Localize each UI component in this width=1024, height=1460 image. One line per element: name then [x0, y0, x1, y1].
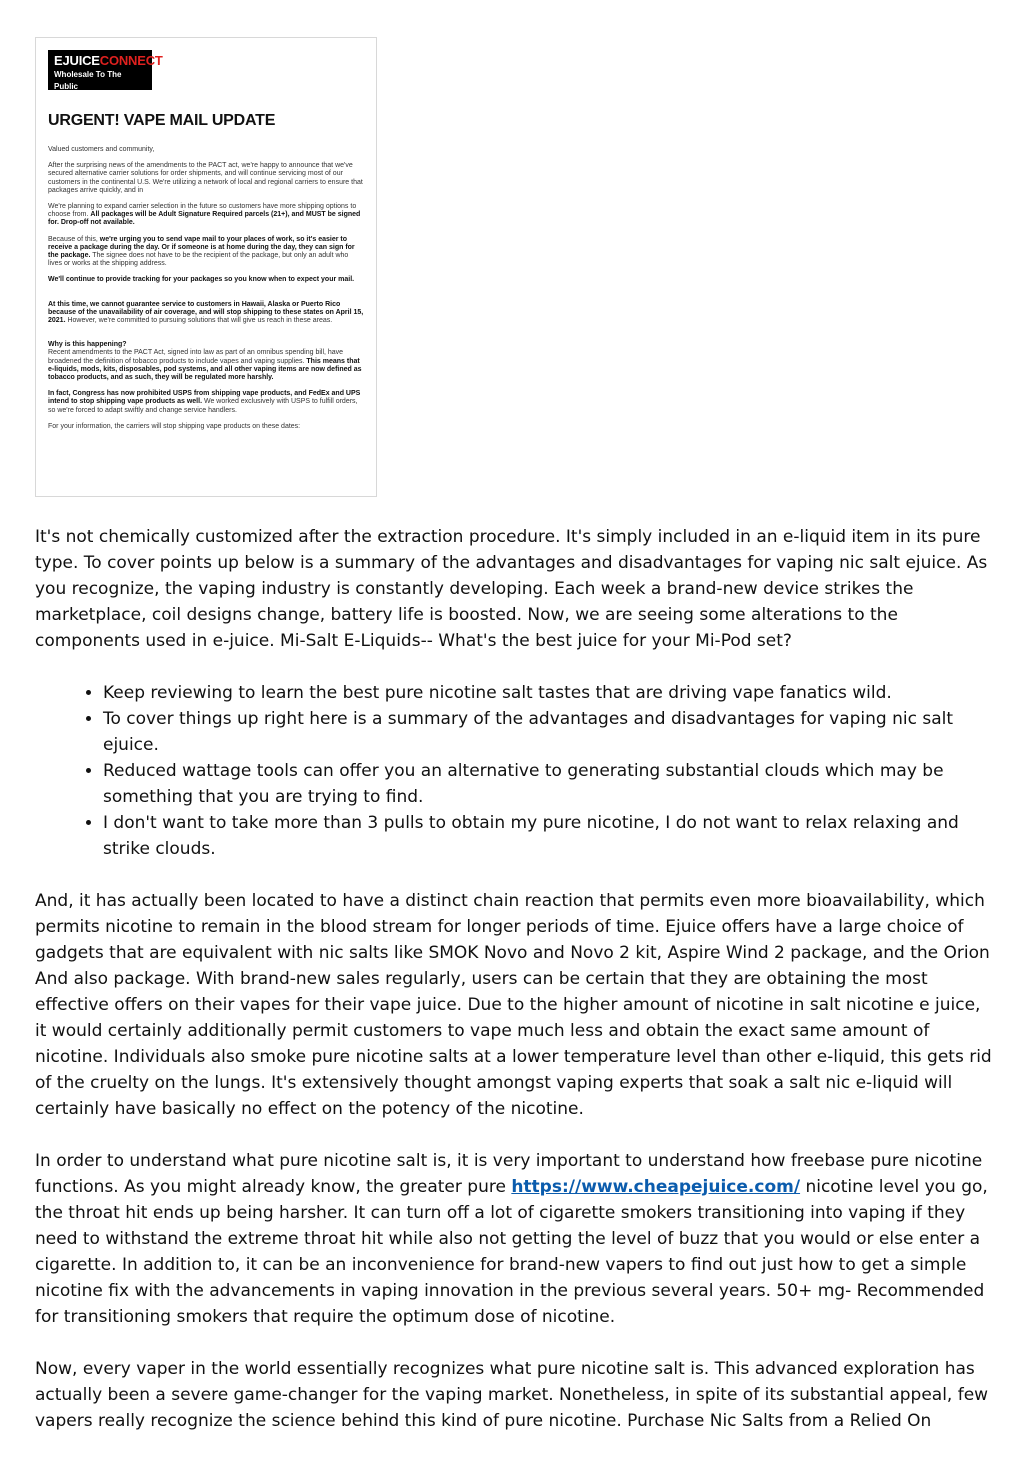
letter-subheading: Why is this happening?: [48, 341, 127, 349]
letter-paragraph: [48, 203, 364, 228]
letter-paragraph: [48, 341, 364, 382]
letter-text: For your information, the carriers will stop shipping vape products on these dates:: [48, 422, 301, 430]
letter-bold-text: We'll continue to provide tracking for your packages so you know when to expect your mail.: [48, 276, 355, 284]
logo-brand-part-1: EJUICE: [54, 53, 100, 68]
list-item: • Reduced wattage tools can offer you an alternative to generating substantial clouds which may be something that you are trying to find.: [103, 758, 995, 810]
list-item: • I don't want to take more than 3 pulls to obtain my pure nicotine, I do not want to relax relaxing and strike clouds.: [103, 810, 995, 862]
letter-bold-text: we're urging you to send vape mail to your places of work, so it's easier to receive a package during the day. Or if someone is at home during the day, they can sign for the package.: [48, 235, 355, 260]
letter-text: Recent amendments to the PACT Act, signed into law as part of an omnibus spending bill, have broadened the definition of tobacco products to include vapes and vaping supplies.: [48, 349, 344, 365]
article-bullet-list: [35, 680, 995, 862]
letter-bold-text: All packages will be Adult Signature Required parcels (21+), and MUST be signed for. Drop-off not available.: [48, 211, 361, 227]
letter-paragraph: [48, 423, 364, 431]
logo-brand-part-2: CONNECT: [99, 53, 163, 68]
logo-tagline: Wholesale To The Public: [54, 70, 122, 91]
list-item: • Keep reviewing to learn the best pure nicotine salt tastes that are driving vape fanatics wild.: [103, 680, 995, 706]
article-text: nicotine level you go, the throat hit ends up being harsher. It can turn off a lot of cigarette smokers transitioning into vaping if they need to withstand the extreme throat hit while also not getting the level of buzz that you would or else enter a cigarette. In addition to, it can be an inconvenience for brand-new vapers to find out just how to get a simple nicotine fix with the advancements in vaping innovation in the previous several years. 50+ mg- Recommended for transitioning smokers that require the optimum dose of nicotine.: [35, 1177, 988, 1327]
article-body: [35, 524, 995, 1460]
article-paragraph-4: Now, every vaper in the world essentially recognizes what pure nicotine salt is. This advanced exploration has actually been a severe game-changer for the vaping market. Nonetheless, in spite of its substantial appeal, few vapers really recognize the science behind this kind of pure nicotine. Purchase Nic Salts from a Relied On: [35, 1359, 989, 1431]
letter-text: After the surprising news of the amendments to the PACT act, we're happy to announce that we've secured alternative carrier solutions for order shipments, and will continue servicing most of our customers in the continental U.S. We're utilizing a network of local and regional carriers to ensure that packages arrive quickly, and in: [48, 162, 363, 194]
list-item: • To cover things up right here is a summary of the advantages and disadvantages for vaping nic salt ejuice.: [103, 706, 995, 758]
letter-bold-text: At this time, we cannot guarantee service to customers in Hawaii, Alaska or Puerto Rico because of the unavailability of air coverage, and will stop shipping to these states on April 15, 2021.: [48, 300, 364, 325]
letter-heading: URGENT! VAPE MAIL UPDATE: [48, 112, 276, 129]
ejuice-connect-logo: [48, 50, 163, 91]
letter-text: The signee does not have to be the recipient of the package, but only an adult who lives or works at the shipping address.: [48, 252, 349, 268]
letter-text: Because of this,: [48, 235, 100, 243]
letter-paragraph: [48, 301, 364, 326]
letter-text: However, we're committed to pursuing solutions that will give us reach in these areas.: [65, 317, 333, 325]
letter-paragraph: [48, 390, 364, 415]
cheapejuice-link[interactable]: https://www.cheapejuice.com/: [511, 1177, 801, 1197]
vape-mail-letter-image: [35, 37, 377, 497]
article-paragraph-3: [35, 1148, 995, 1330]
letter-body: [48, 146, 364, 439]
letter-paragraph: [48, 236, 364, 269]
letter-paragraph: [48, 162, 364, 195]
letter-text: We're planning to expand carrier selection in the future so customers have more shipping options to choose from.: [48, 203, 357, 219]
letter-text: We worked exclusively with USPS to fulfill orders, so we're forced to adapt swiftly and change service handlers.: [48, 398, 358, 414]
article-paragraph-2: And, it has actually been located to have a distinct chain reaction that permits even more bioavailability, which permits nicotine to remain in the blood stream for longer periods of time. Ejuice offers have a large choice of gadgets that are equivalent with nic salts like SMOK Novo and Novo 2 kit, Aspire Wind 2 package, and the Orion And also package. With brand-new sales regularly, users can be certain that they are obtaining the most effective offers on their vapes for their vape juice. Due to the higher amount of nicotine in salt nicotine e juice, it would certainly additionally permit customers to vape much less and obtain the exact same amount of nicotine. Individuals also smoke pure nicotine salts at a lower temperature level than other e-liquid, this gets rid of the cruelty on the lungs. It's extensively thought amongst vaping experts that soak a salt nic e-liquid will certainly have basically no effect on the potency of the nicotine.: [35, 891, 992, 1119]
letter-paragraph: [48, 276, 364, 284]
letter-bold-text: This means that e-liquids, mods, kits, disposables, pod systems, and all other vaping items are now defined as tobacco products, and as such, they will be regulated more harshly.: [48, 357, 362, 382]
article-paragraph-1: It's not chemically customized after the extraction procedure. It's simply included in an e-liquid item in its pure type. To cover points up below is a summary of the advantages and disadvantages for vaping nic salt ejuice. As you recognize, the vaping industry is constantly developing. Each week a brand-new device strikes the marketplace, coil designs change, battery life is boosted. Now, we are seeing some alterations to the components used in e-juice. Mi-Salt E-Liquids-- What's the best juice for your Mi-Pod set?: [35, 527, 988, 651]
article-text: In order to understand what pure nicotine salt is, it is very important to understand how freebase pure nicotine functions. As you might already know, the greater pure: [35, 1151, 983, 1197]
logo-brand: [54, 53, 163, 69]
letter-greeting: Valued customers and community,: [48, 146, 155, 153]
letter-bold-text: In fact, Congress has now prohibited USPS from shipping vape products, and FedEx and UPS intend to stop shipping vape products as well.: [48, 390, 361, 406]
